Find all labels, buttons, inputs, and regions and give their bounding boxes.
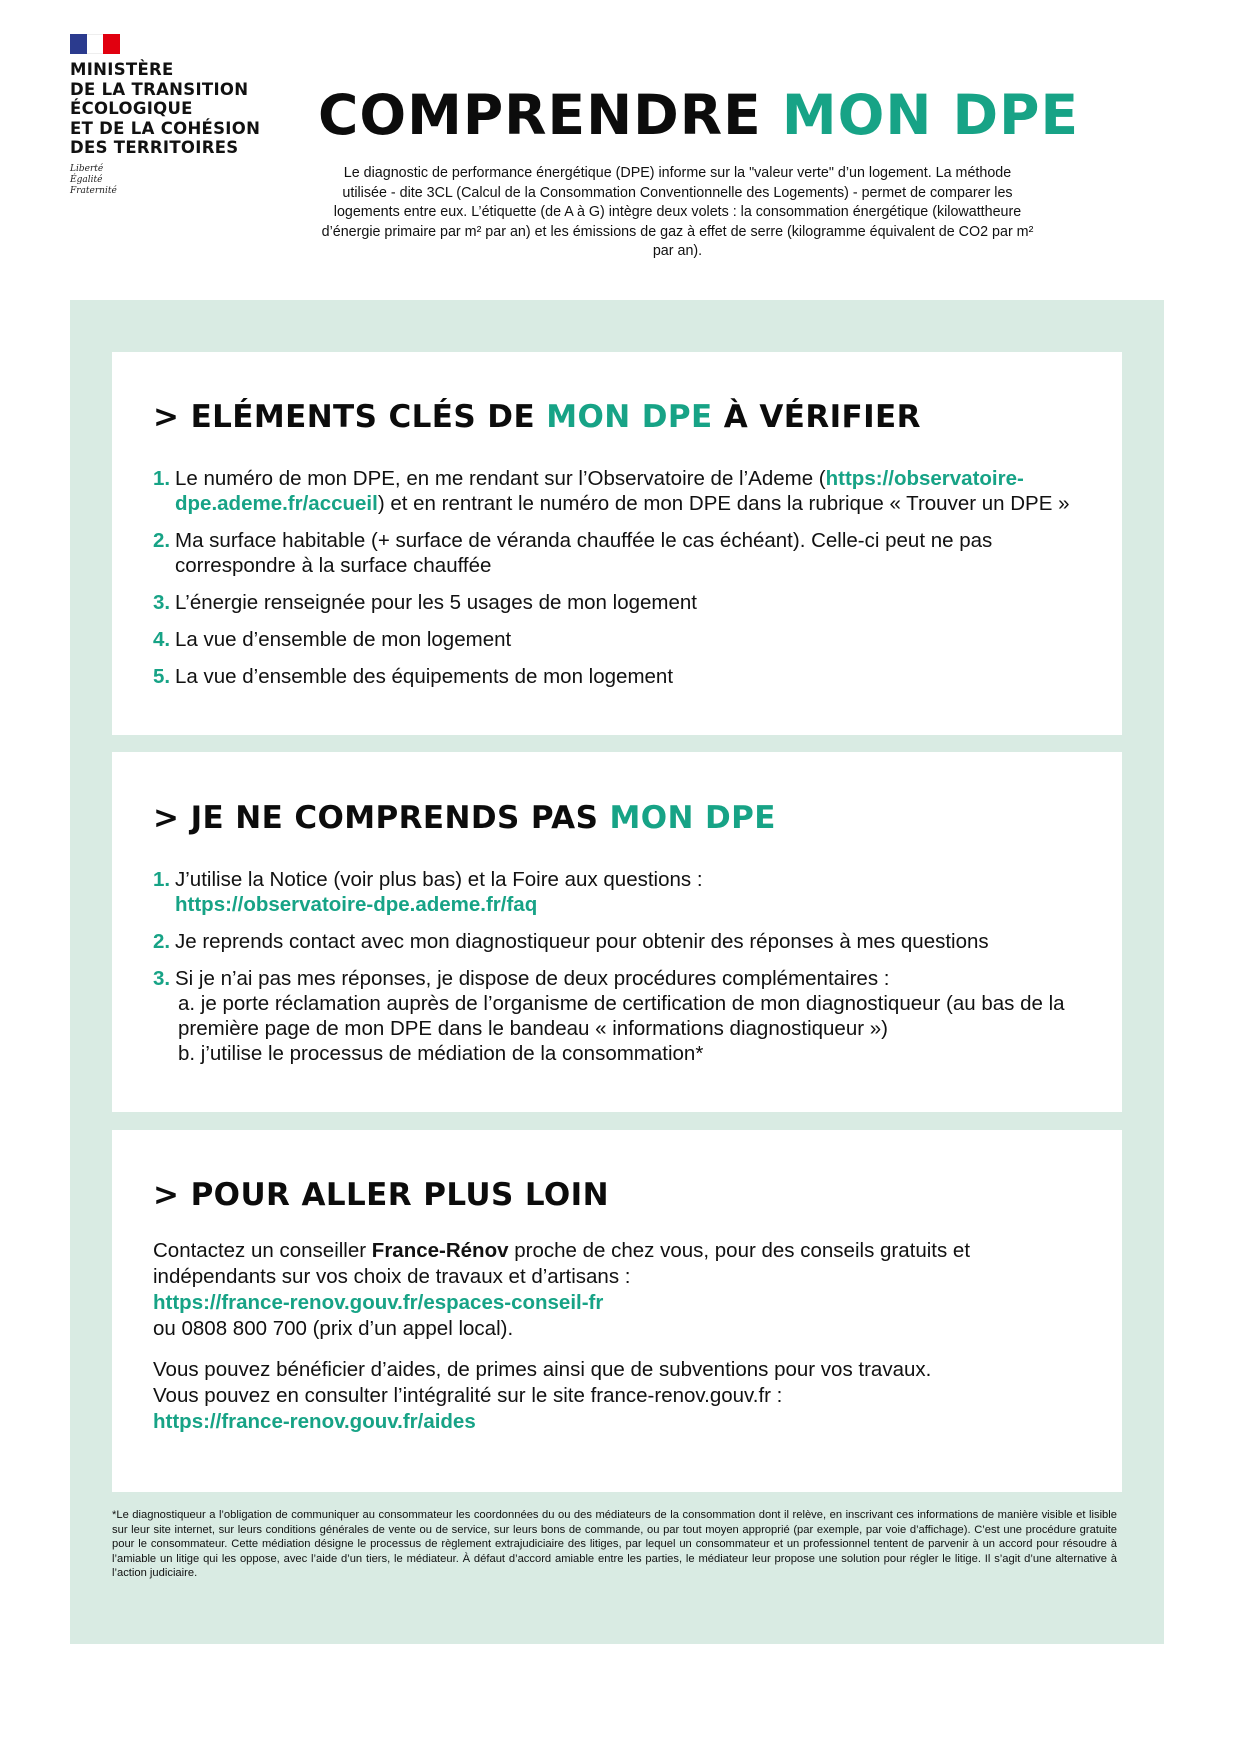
motto-line: Égalité (70, 174, 103, 185)
item-text: L’énergie renseignée pour les 5 usages de mon logement (175, 591, 697, 614)
title-main: COMPRENDRE (318, 83, 782, 147)
list-item (153, 929, 1113, 954)
item-number: 3. (153, 591, 171, 614)
ministry-line: ET DE LA COHÉSION (70, 118, 261, 138)
list-item (153, 867, 1113, 917)
item-text: ) et en rentrant le numéro de mon DPE dans la rubrique « Trouver un DPE » (377, 492, 1070, 515)
section-title-accent: MON DPE (546, 399, 713, 435)
espaces-conseil-link[interactable]: https://france-renov.gouv.fr/espaces-conseil-fr (153, 1291, 604, 1314)
content-panel (70, 300, 1164, 1644)
item-number: 2. (153, 930, 171, 953)
item-text: La vue d’ensemble des équipements de mon logement (175, 665, 674, 688)
section-title-part: À VÉRIFIER (712, 399, 921, 435)
list-item (153, 590, 1093, 615)
list-item (153, 627, 1093, 652)
sub-item-b: b. j’utilise le processus de médiation de la consommation* (178, 1042, 704, 1065)
list-item (153, 664, 1093, 689)
list-item (153, 966, 1113, 1066)
aides-link[interactable]: https://france-renov.gouv.fr/aides (153, 1410, 476, 1433)
ministry-line: MINISTÈRE (70, 60, 174, 79)
section-title-part: > JE NE COMPRENDS PAS (153, 800, 610, 836)
list-item (153, 466, 1093, 516)
paragraph-text: Vous pouvez en consulter l’intégralité sur le site france-renov.gouv.fr : (153, 1384, 783, 1407)
item-number: 4. (153, 628, 171, 651)
key-elements-list (153, 466, 1093, 701)
section-key-elements (112, 352, 1122, 735)
section-title (153, 798, 776, 838)
item-text: J’utilise la Notice (voir plus bas) et la Foire aux questions : (175, 868, 703, 891)
ministry-name (70, 60, 280, 158)
marianne-flag-icon (70, 34, 120, 54)
observatoire-link[interactable]: https://observatoire-dpe.ademe.fr/accueil (175, 467, 1024, 515)
paragraph-text: Contactez un conseiller (153, 1239, 372, 1262)
item-number: 3. (153, 967, 171, 990)
intro-paragraph: Le diagnostic de performance énergétique (DPE) informe sur la "valeur verte" d’un logement. La méthode utilisée - dite 3CL (Calcul de la Consommation Conventionnelle des Logements) - permet de comparer les logements entre eux. L’étiquette (de A à G) intègre deux volets : la consommation énergétique (kilowattheure d’énergie primaire par m² par an) et les émissions de gaz à effet de serre (kilogramme équivalent de CO2 par m² par an). (321, 165, 1034, 259)
page-title (318, 82, 1078, 148)
section-title (153, 397, 921, 437)
sub-item-a: a. je porte réclamation auprès de l’organisme de certification de mon diagnostiqueur (au bas de la première page de mon DPE dans le bandeau « informations diagnostiqueur ») (178, 992, 1065, 1040)
ministry-logo (70, 34, 280, 197)
motto-line: Fraternité (70, 185, 117, 196)
republic-motto (70, 164, 280, 197)
france-renov-name: France-Rénov (371, 1239, 509, 1262)
section-title: > POUR ALLER PLUS LOIN (153, 1177, 609, 1213)
footnote: *Le diagnostiqueur a l’obligation de communiquer au consommateur les coordonnées du ou des médiateurs de la consommation dont il relève, en inscrivant ces informations de manière visible et lisible sur leur site internet, sur leurs conditions générales de vente ou de service, sur leurs bons de commande, ou par tout moyen approprié (par exemple, par voie d’affichage). C’est une procédure gratuite pour le consommateur. Cette médiation désigne le processus de règlement extrajudiciaire des litiges, par lequel un consommateur et un professionnel tentent de parvenir à un accord pour résoudre à l’amiable un litige qui les oppose, avec l’aide d’un tiers, le médiateur. À défaut d’accord amiable entre les parties, le médiateur leur propose une solution pour régler le litige. Il s’agit d’une alternative à l’action judiciaire. (112, 1509, 1117, 1579)
aids-paragraph (153, 1357, 1083, 1435)
item-text: Si je n’ai pas mes réponses, je dispose de deux procédures complémentaires : (175, 967, 890, 990)
item-text: La vue d’ensemble de mon logement (175, 628, 512, 651)
section-go-further (112, 1130, 1122, 1492)
help-steps-list (153, 867, 1113, 1078)
ministry-line: ÉCOLOGIQUE (70, 99, 193, 118)
section-dont-understand (112, 752, 1122, 1112)
advisor-paragraph (153, 1238, 1083, 1342)
item-text: Ma surface habitable (+ surface de véranda chauffée le cas échéant). Celle-ci peut ne pas correspondre à la surface chauffée (175, 529, 993, 577)
paragraph-text: proche de chez vous, pour des conseils gratuits et indépendants sur vos choix de travaux et d’artisans : (153, 1239, 971, 1288)
item-number: 5. (153, 665, 171, 688)
phone-text: ou 0808 800 700 (prix d’un appel local). (153, 1317, 514, 1340)
faq-link[interactable]: https://observatoire-dpe.ademe.fr/faq (175, 893, 538, 916)
ministry-line: DE LA TRANSITION (70, 79, 249, 99)
item-number: 1. (153, 467, 171, 490)
item-text: Le numéro de mon DPE, en me rendant sur l’Observatoire de l’Ademe ( (175, 467, 826, 490)
title-accent: MON DPE (781, 83, 1080, 147)
motto-line: Liberté (70, 163, 104, 174)
item-number: 1. (153, 868, 171, 891)
ministry-line: DES TERRITOIRES (70, 138, 239, 157)
item-number: 2. (153, 529, 171, 552)
paragraph-text: Vous pouvez bénéficier d’aides, de primes ainsi que de subventions pour vos travaux. (153, 1358, 932, 1381)
item-text: Je reprends contact avec mon diagnostiqueur pour obtenir des réponses à mes questions (175, 930, 989, 953)
list-item (153, 528, 1093, 578)
section-title-part: > ELÉMENTS CLÉS DE (153, 399, 547, 435)
section-title-accent: MON DPE (609, 800, 776, 836)
